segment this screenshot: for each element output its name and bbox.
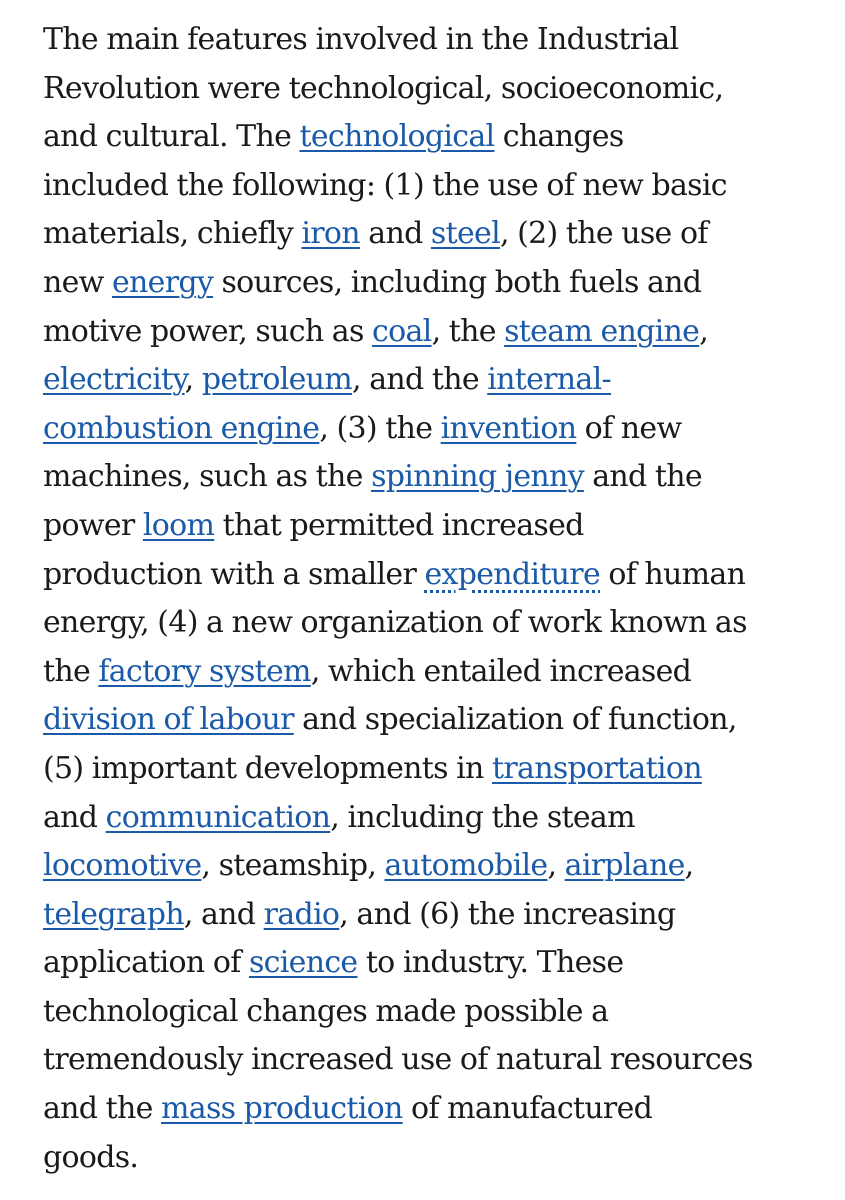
link-mass-production[interactable]: mass production	[161, 1091, 403, 1127]
text-run: application of	[43, 945, 249, 981]
text-line	[43, 988, 823, 1037]
text-run: Revolution were technological, socioeconomic,	[43, 70, 724, 106]
text-run: and the	[583, 459, 702, 495]
text-run: materials, chiefly	[43, 216, 302, 252]
link-airplane[interactable]: airplane	[564, 848, 685, 884]
text-run: changes	[494, 119, 624, 155]
text-line	[43, 210, 823, 259]
text-run: , and the	[352, 362, 488, 398]
text-run: ,	[684, 848, 694, 884]
link-automobile[interactable]: automobile	[384, 848, 548, 884]
text-line	[43, 939, 823, 988]
link-electricity[interactable]: electricity	[43, 362, 185, 398]
text-line	[43, 65, 823, 114]
text-line	[43, 1036, 823, 1085]
link-loom[interactable]: loom	[142, 507, 215, 543]
text-run: ,	[547, 848, 565, 884]
text-run: sources, including both fuels and	[213, 264, 702, 300]
text-run: motive power, such as	[43, 313, 373, 349]
text-line	[43, 16, 823, 65]
definition-term-expenditure[interactable]: expenditure	[424, 556, 600, 592]
text-run: , the	[431, 313, 505, 349]
text-run: new	[43, 264, 112, 300]
link-locomotive[interactable]: locomotive	[43, 848, 202, 884]
text-run: , (3) the	[319, 410, 441, 446]
link-telegraph[interactable]: telegraph	[43, 896, 184, 932]
text-line	[43, 502, 823, 551]
text-line	[43, 794, 823, 843]
text-line	[43, 551, 823, 600]
link-iron[interactable]: iron	[301, 216, 360, 252]
text-run: that permitted increased	[214, 507, 584, 543]
link-communication[interactable]: communication	[105, 799, 331, 835]
text-line	[43, 259, 823, 308]
text-run: , which entailed increased	[310, 653, 692, 689]
text-line	[43, 356, 823, 405]
text-run: and the	[43, 1091, 162, 1127]
link-science[interactable]: science	[248, 945, 358, 981]
link-technological[interactable]: technological	[299, 119, 495, 155]
text-line	[43, 113, 823, 162]
text-run: technological changes made possible a	[43, 993, 609, 1029]
text-line	[43, 745, 823, 794]
link-spinning-jenny[interactable]: spinning jenny	[371, 459, 584, 495]
link-steel[interactable]: steel	[430, 216, 500, 252]
text-run: machines, such as the	[43, 459, 372, 495]
text-run: , steamship,	[201, 848, 385, 884]
text-run: and	[359, 216, 431, 252]
text-run: included the following: (1) the use of new basic	[43, 167, 727, 203]
text-line	[43, 1134, 823, 1183]
text-run: , (2) the use of	[499, 216, 708, 252]
text-line	[43, 162, 823, 211]
text-run: , including the steam	[330, 799, 635, 835]
text-run: of new	[576, 410, 682, 446]
text-line	[43, 308, 823, 357]
text-run: to industry. These	[357, 945, 624, 981]
link-division-of-labour[interactable]: division of labour	[43, 702, 294, 738]
text-run: goods.	[43, 1139, 139, 1175]
link-combustion-engine[interactable]: combustion engine	[43, 410, 320, 446]
text-run: ,	[184, 362, 202, 398]
article-paragraph	[43, 16, 823, 1182]
text-run: tremendously increased use of natural resources	[43, 1042, 753, 1078]
link-radio[interactable]: radio	[263, 896, 340, 932]
text-run: power	[43, 507, 143, 543]
link-transportation[interactable]: transportation	[492, 750, 702, 786]
link-steam-engine[interactable]: steam engine	[504, 313, 700, 349]
text-run: the	[43, 653, 99, 689]
link-internal[interactable]: internal-	[487, 362, 611, 398]
text-line	[43, 453, 823, 502]
link-invention[interactable]: invention	[440, 410, 577, 446]
text-run: of manufactured	[402, 1091, 653, 1127]
text-run: The main features involved in the Industrial	[43, 22, 679, 57]
link-factory-system[interactable]: factory system	[98, 653, 311, 689]
text-run: and	[43, 799, 106, 835]
text-run: and cultural. The	[43, 119, 300, 155]
text-line	[43, 1085, 823, 1134]
text-line	[43, 599, 823, 648]
text-line	[43, 648, 823, 697]
text-run: production with a smaller	[43, 556, 425, 592]
text-run: energy, (4) a new organization of work known as	[43, 605, 747, 641]
link-petroleum[interactable]: petroleum	[201, 362, 353, 398]
text-line	[43, 405, 823, 454]
text-run: ,	[699, 313, 709, 349]
link-energy[interactable]: energy	[112, 264, 214, 300]
text-run: (5) important developments in	[43, 750, 493, 786]
text-line	[43, 891, 823, 940]
text-run: , and	[183, 896, 264, 932]
text-run: , and (6) the increasing	[339, 896, 676, 932]
text-line	[43, 842, 823, 891]
text-run: and specialization of function,	[293, 702, 737, 738]
link-coal[interactable]: coal	[372, 313, 432, 349]
text-run: of human	[600, 556, 746, 592]
text-line	[43, 696, 823, 745]
